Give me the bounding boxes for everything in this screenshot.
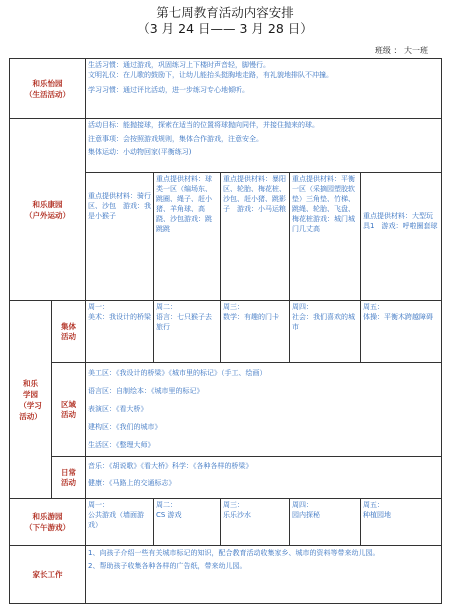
daily-activity-content	[86, 457, 442, 499]
group-activity-label: 集体 活动	[52, 301, 86, 363]
group-day: 周一： 美术：我设计的桥梁	[86, 301, 154, 363]
life-line: 学习习惯：通过评比活动，进一步练习专心地倾听。	[88, 86, 249, 94]
study-section-label: 和乐 学园 （学习 活动）	[10, 301, 52, 499]
outdoor-col: 重点提供材料：球类一区（编场东、跳圈、绳子、赶小猪、羊角球、高跷、沙包游戏：跳跳跳	[154, 173, 221, 301]
outdoor-group: 集体运动：小动物回家(平衡练习)	[88, 148, 192, 156]
area-item: 美工区：《我设计的桥梁》《城市里的标记》（手工、绘画）	[88, 369, 267, 377]
parents-item: 2、帮助孩子收集各种各样的广告纸，带来幼儿园。	[88, 562, 247, 570]
play-section-label: 和乐游园 （下午游戏）	[10, 499, 86, 546]
play-day: 周四： 园内探秘	[290, 499, 361, 546]
life-content	[86, 59, 442, 119]
area-item: 表演区：《看大桥》	[88, 405, 148, 413]
group-day: 周三： 数学：有趣的门卡	[221, 301, 290, 363]
group-day: 周二： 语言：七只猴子去旅行	[154, 301, 221, 363]
group-day: 周五： 体操：平衡木跨越障碍	[361, 301, 442, 363]
outdoor-col: 重点提供材料：平衡一区（采摘园塑胶软垫）三角垫、竹梯、跳绳、轮胎、飞盘、梅花桩游戏：城门城门几丈高	[290, 173, 361, 301]
class-label: 班级 ： 大一班	[374, 46, 428, 55]
area-activity-label: 区域 活动	[52, 363, 86, 457]
daily-item: 健康：《马路上的交通标志》	[88, 479, 176, 487]
area-item: 建构区：《我们的城市》	[88, 423, 162, 431]
parents-content	[86, 546, 442, 604]
outdoor-col: 重点提供材料：暴阳区、轮胎、梅花桩、沙包、赶小猪、跳影子 游戏：小马运粮	[221, 173, 290, 301]
parents-item: 1、向孩子介绍一些有关城市标记的知识，配合教育活动收集家乡、城市的资料等带来幼儿园。	[88, 549, 380, 557]
outdoor-note: 注意事项：会按照游戏规则，集体合作游戏，注意安全。	[88, 135, 263, 143]
area-activity-content	[86, 363, 442, 457]
outdoor-col: 重点提供材料：大型玩具1 游戏：呼啦圈套球	[361, 173, 442, 301]
area-item: 语言区：自制绘本：《城市里的标记》	[88, 387, 204, 395]
outdoor-info	[86, 119, 442, 173]
play-day: 周五： 种植园地	[361, 499, 442, 546]
schedule-table	[9, 58, 442, 604]
area-item: 生活区：《整理大师》	[88, 441, 155, 449]
life-line: 生活习惯：通过游戏，巩固练习上下楼时声音轻，脚慢行。	[88, 61, 270, 69]
outdoor-goal: 活动目标：能抛接球，探索在适当的位置将球抛向同伴，并接住抛来的球。	[88, 121, 319, 129]
page-title: 第七周教育活动内容安排	[156, 5, 294, 20]
outdoor-col: 重点提供材料：骑行区、沙包 游戏：我是小猴子	[86, 173, 154, 301]
play-day: 周三： 乐乐沙水	[221, 499, 290, 546]
outdoor-section-label: 和乐康园 （户外运动）	[10, 119, 86, 301]
date-range: （3 月 24 日—— 3 月 28 日）	[137, 21, 313, 36]
life-section-label: 和乐怡园 （生活活动）	[10, 59, 86, 119]
play-day: 周二： CS 游戏	[154, 499, 221, 546]
play-day: 周一： 公共游戏（墙面游戏）	[86, 499, 154, 546]
daily-item: 音乐：《胡说歌》《看大桥》科学：《各种各样的桥梁》	[88, 462, 253, 470]
life-line: 文明礼仪：在儿歌的鼓励下，让幼儿能抬头挺胸地走路，有礼貌地排队不冲撞。	[88, 71, 333, 79]
daily-activity-label: 日常 活动	[52, 457, 86, 499]
parents-section-label: 家长工作	[10, 546, 86, 604]
group-day: 周四： 社会：我们喜欢的城市	[290, 301, 361, 363]
